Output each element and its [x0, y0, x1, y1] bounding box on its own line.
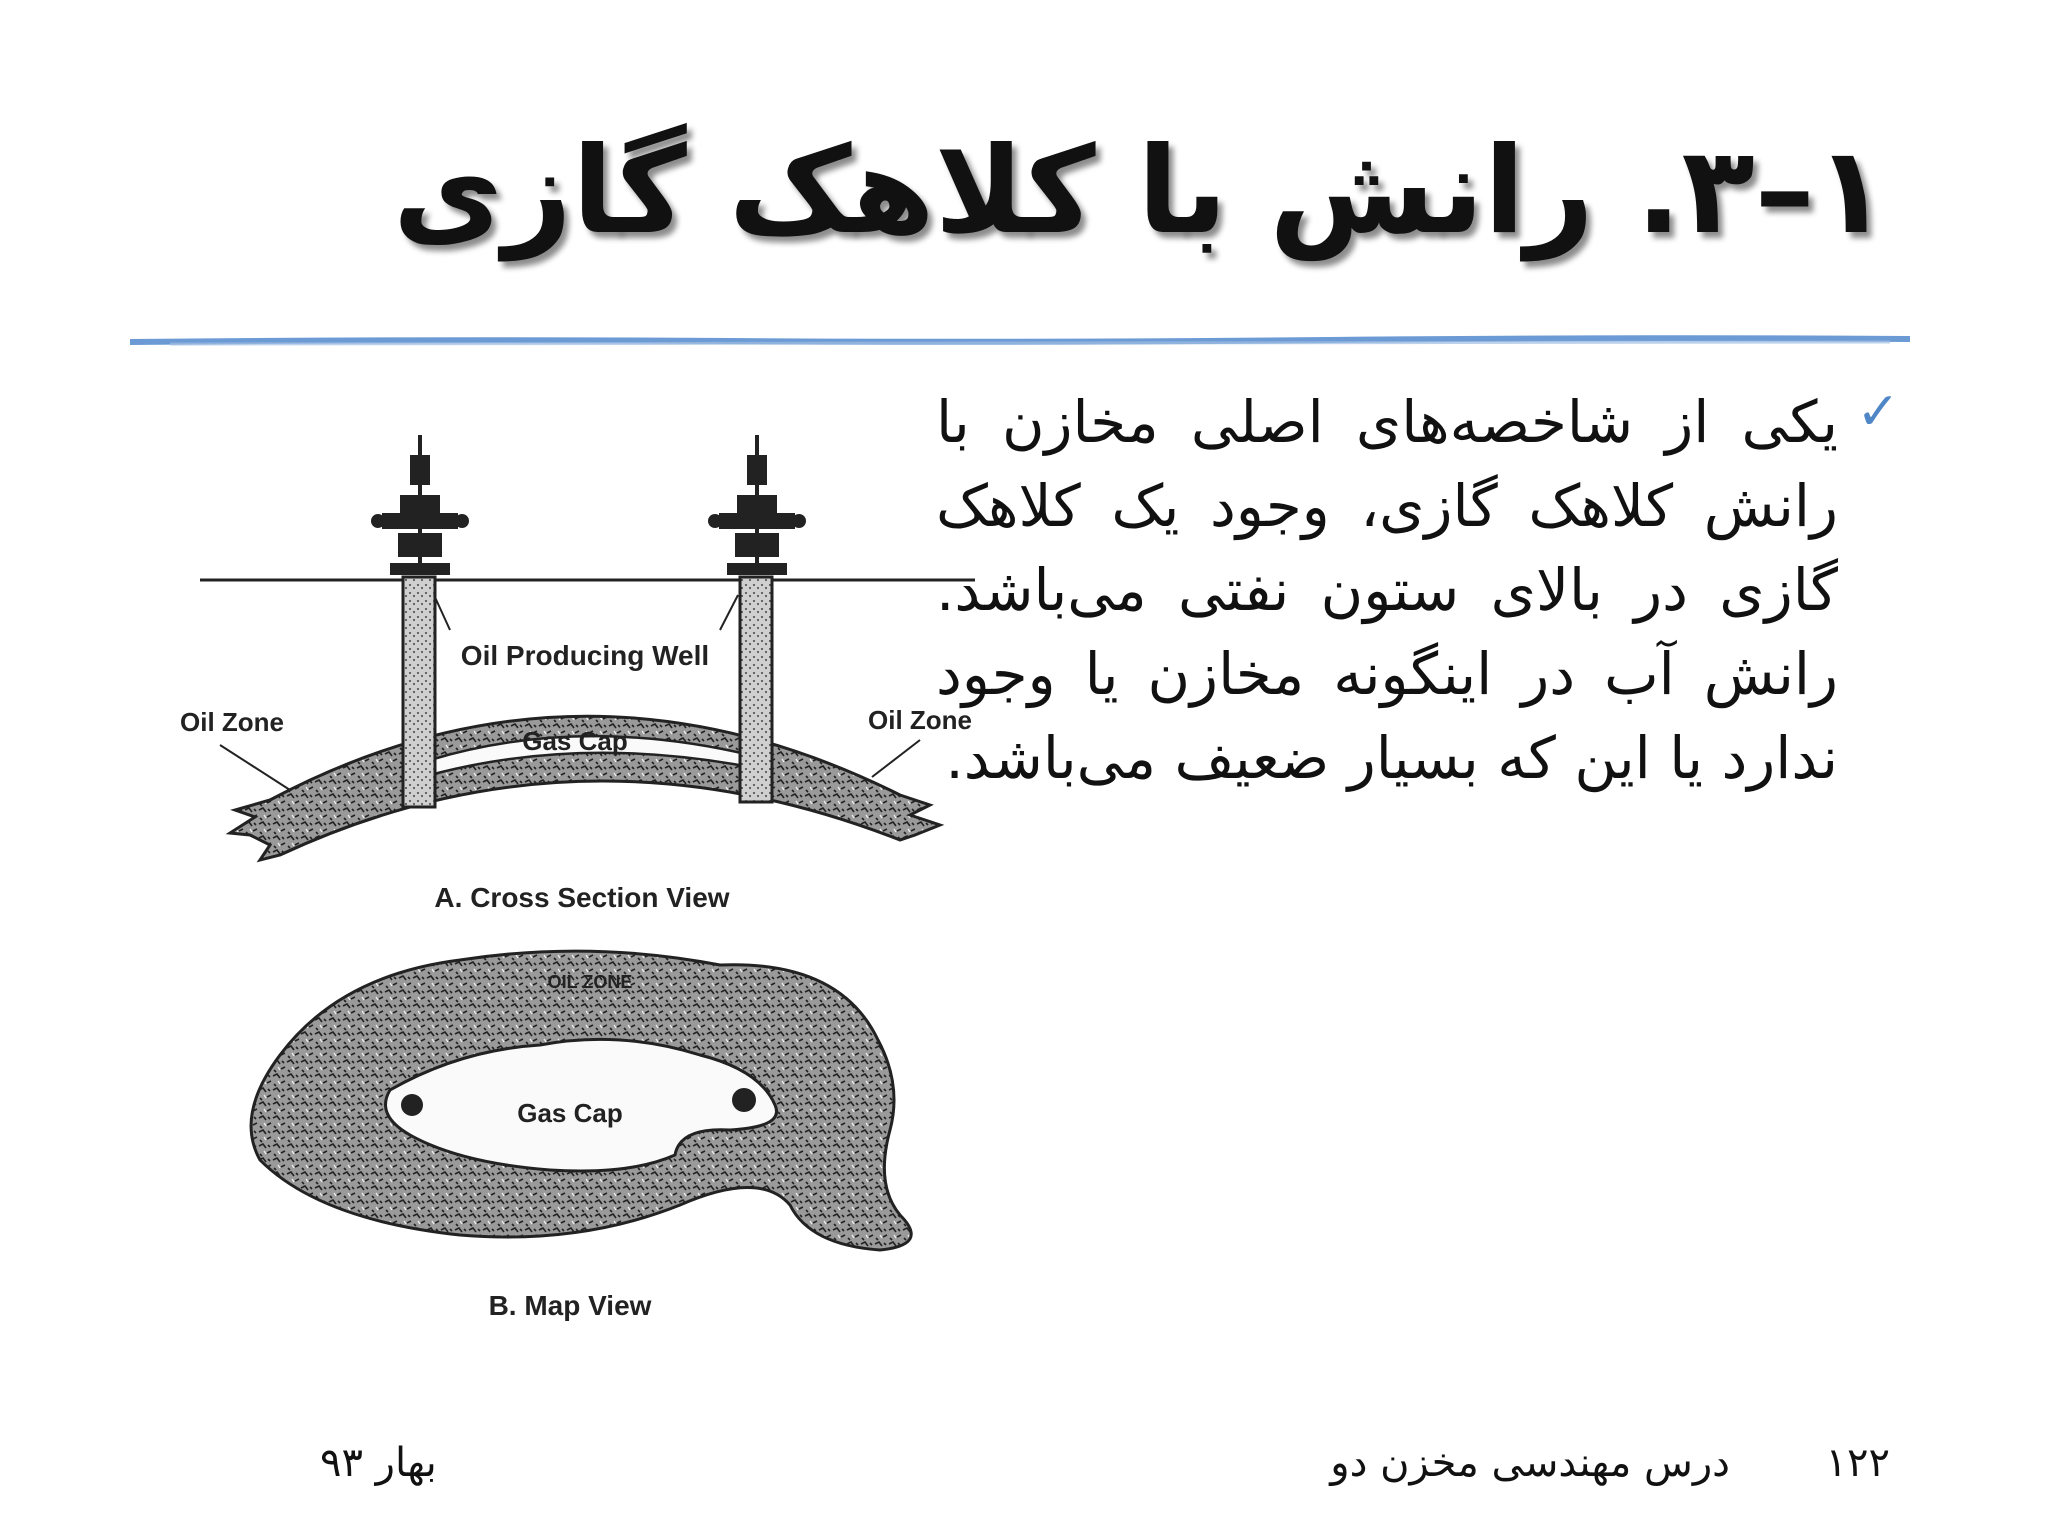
footer-page-number: ۱۲۲	[1825, 1440, 1890, 1486]
oil-zone-left-label: Oil Zone	[180, 707, 284, 737]
oil-producing-well-label: Oil Producing Well	[460, 640, 710, 671]
left-wellbore	[403, 577, 435, 807]
cross-section-caption: A. Cross Section View	[434, 882, 730, 913]
gas-cap-diagram	[160, 415, 1010, 1345]
oil-zone-right-label: Oil Zone	[868, 705, 972, 735]
slide-title: ۱–۳. رانش با کلاهک گازی	[392, 122, 1888, 261]
map-view-caption: B. Map View	[488, 1290, 652, 1321]
map-left-well	[401, 1094, 423, 1116]
map-gas-cap-label: Gas Cap	[517, 1098, 623, 1128]
gas-cap-cross-label: Gas Cap	[522, 726, 628, 756]
footer-term: بهار ۹۳	[320, 1440, 437, 1486]
right-wellbore	[740, 577, 772, 802]
left-wellhead	[371, 435, 469, 575]
footer-course-title: درس مهندسی مخزن دو	[1330, 1440, 1730, 1486]
right-wellhead	[708, 435, 806, 575]
bullet-text: یکی از شاخصه‌های اصلی مخازن با رانش کلاهک گازی، وجود یک کلاهک گازی در بالای ستون نفتی می‌باشد. رانش آب در اینگونه مخازن یا وجود ندارد یا این که بسیار ضعیف می‌باشد.	[936, 388, 1838, 792]
map-oil-zone-label: OIL ZONE	[547, 972, 633, 992]
title-divider	[130, 334, 1910, 348]
map-right-well	[732, 1088, 756, 1112]
check-icon: ✓	[1856, 382, 1900, 442]
bullet-item	[936, 380, 1900, 800]
